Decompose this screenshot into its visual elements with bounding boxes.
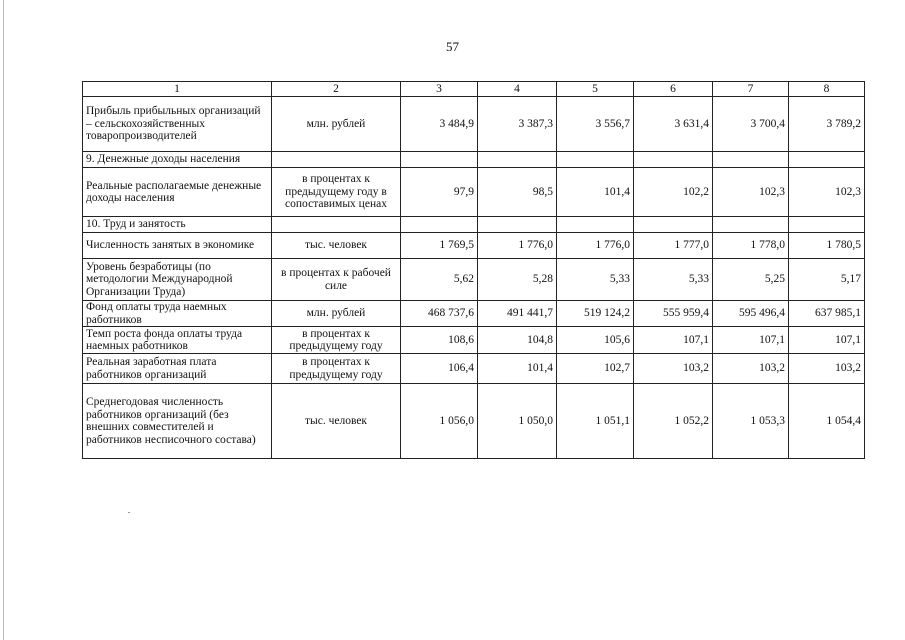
value-cell: 102,2 <box>634 168 713 217</box>
unit-cell: тыс. человек <box>272 233 401 259</box>
table-row <box>83 233 865 259</box>
left-margin-rule <box>3 0 4 640</box>
header-cell: 7 <box>713 82 789 97</box>
value-cell: 98,5 <box>478 168 557 217</box>
value-cell: 3 789,2 <box>789 97 865 152</box>
table-row <box>83 97 865 152</box>
value-cell: 555 959,4 <box>634 301 713 327</box>
table-row <box>83 168 865 217</box>
indicator-cell: Уровень безработицы (по методологии Международной Организации Труда) <box>83 259 272 301</box>
section-title: 9. Денежные доходы населения <box>83 152 272 168</box>
empty-cell <box>713 217 789 233</box>
value-cell: 1 051,1 <box>557 384 634 459</box>
value-cell: 103,2 <box>713 354 789 384</box>
value-cell: 104,8 <box>478 327 557 354</box>
section-row <box>83 152 865 168</box>
empty-cell <box>478 217 557 233</box>
empty-cell <box>557 152 634 168</box>
value-cell: 5,25 <box>713 259 789 301</box>
value-cell: 103,2 <box>789 354 865 384</box>
value-cell: 1 776,0 <box>557 233 634 259</box>
value-cell: 595 496,4 <box>713 301 789 327</box>
indicator-cell: Фонд оплаты труда наемных работников <box>83 301 272 327</box>
value-cell: 3 631,4 <box>634 97 713 152</box>
value-cell: 1 056,0 <box>401 384 478 459</box>
table-row <box>83 384 865 459</box>
empty-cell <box>634 217 713 233</box>
header-cell: 3 <box>401 82 478 97</box>
header-cell: 1 <box>83 82 272 97</box>
value-cell: 102,7 <box>557 354 634 384</box>
table-row <box>83 259 865 301</box>
unit-cell: млн. рублей <box>272 97 401 152</box>
empty-cell <box>789 152 865 168</box>
value-cell: 468 737,6 <box>401 301 478 327</box>
scan-speck <box>128 512 130 513</box>
value-cell: 102,3 <box>789 168 865 217</box>
section-row <box>83 217 865 233</box>
indicator-cell: Реальные располагаемые денежные доходы населения <box>83 168 272 217</box>
header-cell: 8 <box>789 82 865 97</box>
unit-cell: тыс. человек <box>272 384 401 459</box>
value-cell: 107,1 <box>634 327 713 354</box>
value-cell: 1 052,2 <box>634 384 713 459</box>
unit-cell: в процентах к предыдущему году в сопоставимых ценах <box>272 168 401 217</box>
table-body <box>83 82 865 459</box>
table-row <box>83 354 865 384</box>
empty-cell <box>789 217 865 233</box>
header-cell: 4 <box>478 82 557 97</box>
value-cell: 5,33 <box>634 259 713 301</box>
header-cell: 5 <box>557 82 634 97</box>
empty-cell <box>557 217 634 233</box>
empty-cell <box>634 152 713 168</box>
section-title: 10. Труд и занятость <box>83 217 272 233</box>
value-cell: 3 556,7 <box>557 97 634 152</box>
value-cell: 519 124,2 <box>557 301 634 327</box>
unit-cell: в процентах к рабочей силе <box>272 259 401 301</box>
value-cell: 105,6 <box>557 327 634 354</box>
indicator-cell: Темп роста фонда оплаты труда наемных работников <box>83 327 272 354</box>
empty-cell <box>272 217 401 233</box>
data-table <box>82 81 865 459</box>
unit-cell: в процентах к предыдущему году <box>272 327 401 354</box>
value-cell: 3 387,3 <box>478 97 557 152</box>
value-cell: 1 054,4 <box>789 384 865 459</box>
value-cell: 5,17 <box>789 259 865 301</box>
value-cell: 5,28 <box>478 259 557 301</box>
unit-cell: в процентах к предыдущему году <box>272 354 401 384</box>
empty-cell <box>401 152 478 168</box>
value-cell: 1 769,5 <box>401 233 478 259</box>
value-cell: 3 700,4 <box>713 97 789 152</box>
empty-cell <box>401 217 478 233</box>
header-cell: 2 <box>272 82 401 97</box>
indicator-cell: Среднегодовая численность работников организаций (без внешних совместителей и работников несписочного состава) <box>83 384 272 459</box>
value-cell: 106,4 <box>401 354 478 384</box>
header-cell: 6 <box>634 82 713 97</box>
page-number: 57 <box>446 39 459 54</box>
value-cell: 1 776,0 <box>478 233 557 259</box>
table-row <box>83 301 865 327</box>
value-cell: 102,3 <box>713 168 789 217</box>
value-cell: 3 484,9 <box>401 97 478 152</box>
value-cell: 97,9 <box>401 168 478 217</box>
table-row <box>83 327 865 354</box>
value-cell: 1 053,3 <box>713 384 789 459</box>
unit-cell: млн. рублей <box>272 301 401 327</box>
value-cell: 5,62 <box>401 259 478 301</box>
value-cell: 101,4 <box>557 168 634 217</box>
value-cell: 108,6 <box>401 327 478 354</box>
indicator-cell: Реальная заработная плата работников организаций <box>83 354 272 384</box>
value-cell: 491 441,7 <box>478 301 557 327</box>
value-cell: 5,33 <box>557 259 634 301</box>
value-cell: 1 777,0 <box>634 233 713 259</box>
indicator-cell: Численность занятых в экономике <box>83 233 272 259</box>
value-cell: 637 985,1 <box>789 301 865 327</box>
value-cell: 107,1 <box>789 327 865 354</box>
value-cell: 1 778,0 <box>713 233 789 259</box>
empty-cell <box>272 152 401 168</box>
value-cell: 101,4 <box>478 354 557 384</box>
empty-cell <box>478 152 557 168</box>
value-cell: 1 050,0 <box>478 384 557 459</box>
value-cell: 1 780,5 <box>789 233 865 259</box>
indicator-cell: Прибыль прибыльных организаций – сельскохозяйственных товаропроизводителей <box>83 97 272 152</box>
table-header-row <box>83 82 865 97</box>
value-cell: 107,1 <box>713 327 789 354</box>
value-cell: 103,2 <box>634 354 713 384</box>
empty-cell <box>713 152 789 168</box>
